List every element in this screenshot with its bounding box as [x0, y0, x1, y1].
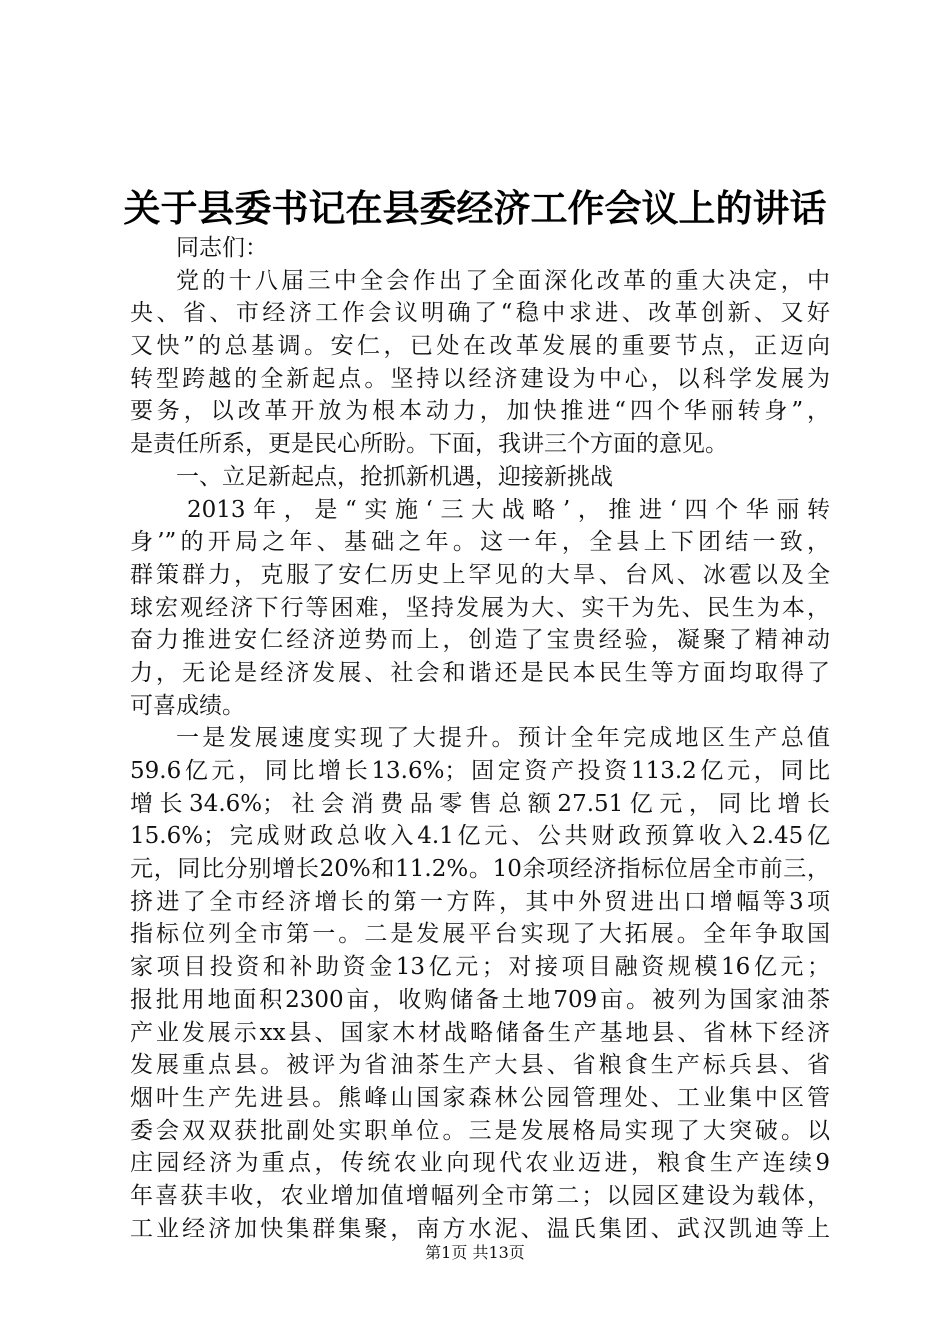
paragraph-line: 烟叶生产先进县。熊峰山国家森林公园管理处、工业集中区管 [130, 1084, 830, 1111]
paragraph-line: 是责任所系，更是民心所盼。下面，我讲三个方面的意见。 [130, 431, 728, 458]
paragraph-line: 工业经济加快集群集聚，南方水泥、温氏集团、武汉凯迪等上 [130, 1215, 830, 1242]
page-footer [0, 1242, 950, 1264]
paragraph-line: 指标位列全市第一。二是发展平台实现了大拓展。全年争取国 [130, 921, 830, 948]
paragraph-line: 2013年，是“实施‘三大战略’，推进‘四个华丽转 [187, 496, 830, 523]
paragraph-line: 元，同比分别增长20%和11.2%。10余项经济指标位居全市前三， [130, 856, 830, 883]
paragraph-line: 报批用地面积2300亩，收购储备土地709亩。被列为国家油茶 [130, 986, 830, 1013]
paragraph-line: 挤进了全市经济增长的第一方阵，其中外贸进出口增幅等3项 [130, 888, 830, 915]
paragraph-line: 59.6亿元，同比增长13.6%；固定资产投资113.2亿元，同比 [130, 758, 830, 784]
paragraph-line: 委会双双获批副处实职单位。三是发展格局实现了大突破。以 [130, 1117, 830, 1144]
paragraph-line: 身’”的开局之年、基础之年。这一年，全县上下团结一致， [130, 529, 830, 556]
paragraph-line: 要务，以改革开放为根本动力，加快推进“四个华丽转身”， [130, 398, 830, 425]
page-title: 关于县委书记在县委经济工作会议上的讲话 [123, 186, 827, 230]
paragraph-line: 奋力推进安仁经济逆势而上，创造了宝贵经验，凝聚了精神动 [130, 627, 830, 654]
paragraph-line: 一是发展速度实现了大提升。预计全年完成地区生产总值 [176, 725, 830, 752]
paragraph-line: 年喜获丰收，农业增加值增幅列全市第二；以园区建设为载体， [130, 1182, 830, 1209]
paragraph-line: 又快”的总基调。安仁，已处在改革发展的重要节点，正迈向 [130, 333, 830, 360]
paragraph-line: 球宏观经济下行等困难，坚持发展为大、实干为先、民生为本， [130, 594, 830, 621]
paragraph-line: 15.6%；完成财政总收入4.1亿元、公共财政预算收入2.45亿 [130, 823, 830, 850]
paragraph-line: 产业发展示xx县、国家木材战略储备生产基地县、省林下经济 [130, 1019, 830, 1046]
paragraph-line: 党的十八届三中全会作出了全面深化改革的重大决定，中 [176, 267, 830, 294]
page-number: 第1页 共13页 [425, 1243, 525, 1262]
paragraph-line: 增长34.6%；社会消费品零售总额27.51亿元，同比增长 [130, 790, 830, 817]
salutation: 同志们： [176, 235, 268, 261]
section-heading: 一、立足新起点，抢抓新机遇，迎接新挑战 [176, 463, 613, 490]
paragraph-line: 家项目投资和补助资金13亿元；对接项目融资规模16亿元； [130, 954, 830, 981]
paragraph-line: 庄园经济为重点，传统农业向现代农业迈进，粮食生产连续9 [130, 1150, 830, 1177]
paragraph-line: 转型跨越的全新起点。坚持以经济建设为中心，以科学发展为 [130, 365, 830, 392]
paragraph-line: 可喜成绩。 [130, 692, 245, 719]
paragraph-line: 力，无论是经济发展、社会和谐还是民本民生等方面均取得了 [130, 659, 830, 686]
paragraph-line: 群策群力，克服了安仁历史上罕见的大旱、台风、冰雹以及全 [130, 561, 830, 588]
document-body [130, 232, 830, 1245]
paragraph-line: 央、省、市经济工作会议明确了“稳中求进、改革创新、又好 [130, 300, 830, 327]
paragraph-line: 发展重点县。被评为省油茶生产大县、省粮食生产标兵县、省 [130, 1052, 830, 1079]
